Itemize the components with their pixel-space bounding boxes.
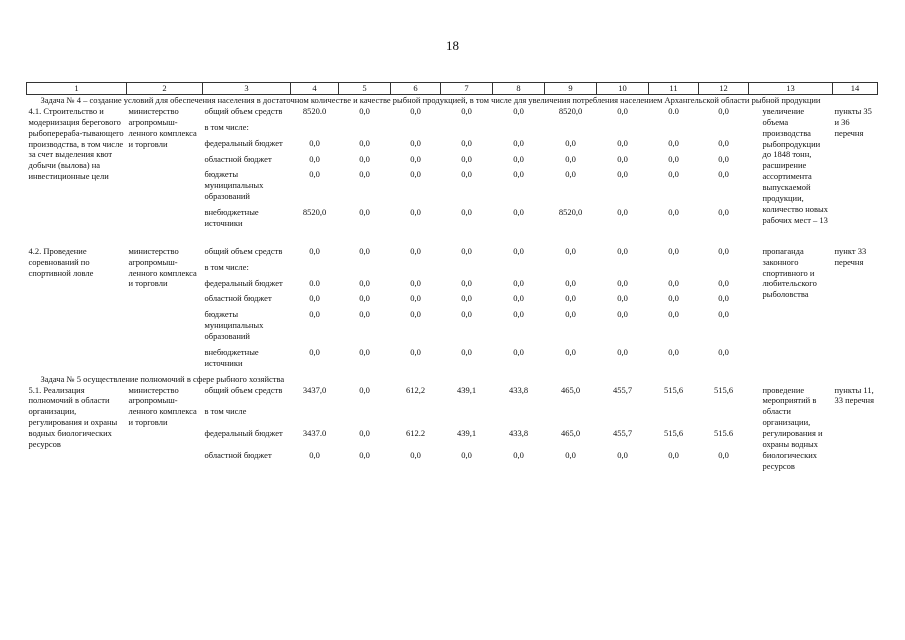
funding-value: 0,0 [461,277,472,288]
funding-value [699,122,749,138]
column-header: 1 [27,83,127,95]
funding-value: 0,0 [513,105,524,116]
funding-value: 0,0 [359,449,370,460]
funding-value [699,262,749,278]
funding-value [441,262,493,278]
funding-value: 0,0 [617,449,628,460]
funding-value: 0,0 [617,105,628,116]
funding-value: 0,0 [359,207,370,217]
funding-value [597,262,649,278]
funding-value: 515,6 [713,384,734,395]
funding-value: 0,0 [513,169,524,180]
funding-value: 0,0 [565,293,576,304]
funding-value: 0,0 [461,346,472,357]
measure-reference: пункты 35 и 36 перечня [834,105,872,138]
funding-value: 0.0 [309,277,320,288]
funding-value: 0,0 [565,277,576,288]
funding-source: федеральный бюджет [204,277,283,288]
funding-value: 0,0 [461,309,472,320]
funding-value: 0,0 [565,309,576,320]
measure-reference: пункт 33 перечня [834,245,867,267]
funding-value: 0,0 [718,293,729,304]
funding-value: 0,0 [513,137,524,148]
column-header: 13 [749,83,833,95]
table-row [27,246,878,262]
measure-result: пропаганда законного спортивного и любительского рыболовства [762,245,817,300]
funding-value: 465,0 [560,384,581,395]
funding-value [545,406,597,428]
funding-value: 0,0 [513,245,524,256]
funding-value: 0,0 [410,169,421,180]
funding-value: 0,0 [617,207,628,217]
funding-value [291,122,339,138]
task-heading: Задача № 4 – создание условий для обеспечения населения в достаточном количестве и качестве рыбной продукцией, в том числе для увеличения потребления населением Архангельской области рыбной продукции [40,95,821,105]
funding-value: 0,0 [309,346,320,357]
funding-value: 0,0 [668,169,679,180]
funding-value: 0,0 [668,346,679,357]
funding-value [441,122,493,138]
measure-result: проведение мероприятий в области организации, регулирования и охраны водных биологических ресурсов [762,384,823,471]
measure-name: 4.2. Проведение соревнований по спортивной ловле [28,245,94,278]
funding-value: 0,0 [359,245,370,256]
funding-source: общий объем средств [204,245,283,256]
column-header-row [27,83,878,95]
funding-value: 0,0 [410,137,421,148]
funding-value [441,406,493,428]
funding-value: 0,0 [513,309,524,320]
funding-value [391,262,441,278]
funding-source: областной бюджет [204,449,272,460]
funding-value: 0,0 [410,346,421,357]
column-header: 9 [545,83,597,95]
funding-value: 0,0 [309,309,320,320]
funding-value: 0,0 [359,169,370,180]
funding-value: 0,0 [718,207,729,217]
funding-value: 0,0 [718,105,729,116]
funding-source: федеральный бюджет [204,428,283,438]
measure-executor: министерство агропромыш-ленного комплекса и торговли [128,105,197,149]
table-row [27,385,878,407]
funding-value: 515.6 [713,428,734,438]
funding-value: 0,0 [513,153,524,164]
funding-value: 0,0 [668,309,679,320]
funding-value: 0,0 [359,428,370,438]
funding-value [493,262,545,278]
funding-value: 0,0 [461,293,472,304]
funding-value: 0.0 [668,105,679,116]
funding-value: 515,6 [663,384,684,395]
funding-value: 0,0 [309,293,320,304]
funding-value: 0,0 [718,277,729,288]
funding-value [339,122,391,138]
funding-source: в том числе: [204,261,249,272]
funding-value: 0,0 [513,346,524,357]
funding-value [597,122,649,138]
funding-source: внебюджетные источники [204,346,259,368]
funding-value: 433,8 [508,384,529,395]
funding-value [699,406,749,428]
funding-source: бюджеты муниципальных образований [204,169,264,202]
funding-value: 0,0 [617,153,628,164]
measure-name: 5.1. Реализация полномочий в области организации, регулирования и охраны водных биологических ресурсов [28,384,118,449]
column-header: 6 [391,83,441,95]
column-header: 2 [127,83,203,95]
column-header: 14 [833,83,878,95]
funding-value: 465,0 [560,428,581,438]
funding-value: 0,0 [513,449,524,460]
funding-value [493,406,545,428]
funding-value: 0,0 [461,153,472,164]
funding-value: 0,0 [718,245,729,256]
funding-value: 8520,0 [558,105,583,116]
funding-value [391,406,441,428]
funding-value: 0,0 [410,293,421,304]
funding-value: 0,0 [565,346,576,357]
funding-value: 0,0 [668,293,679,304]
column-header: 8 [493,83,545,95]
funding-value: 0,0 [359,137,370,148]
funding-value: 0,0 [617,169,628,180]
funding-value: 0,0 [617,346,628,357]
funding-value: 455,7 [612,428,633,438]
funding-value [649,262,699,278]
funding-value: 612.2 [405,428,426,438]
funding-value [391,122,441,138]
funding-value [291,262,339,278]
funding-source: федеральный бюджет [204,137,283,148]
funding-value: 0,0 [309,153,320,164]
funding-value [339,262,391,278]
funding-source: в том числе [204,406,247,417]
funding-value: 0,0 [565,153,576,164]
funding-value: 0,0 [410,153,421,164]
funding-value: 0,0 [565,449,576,460]
funding-value: 0,0 [668,245,679,256]
funding-value [493,122,545,138]
page-number: 18 [446,38,459,53]
column-header: 5 [339,83,391,95]
funding-value: 0,0 [718,449,729,460]
funding-value: 3437,0 [302,384,327,395]
funding-value: 0,0 [668,207,679,217]
funding-value: 0,0 [668,277,679,288]
funding-value: 0,0 [461,207,472,217]
measure-name: 4.1. Строительство и модернизация берегового рыбоперераба-тывающего производства, в том числе за счет выделения квот добычи (вылова) на инвестиционные цели [28,105,124,182]
funding-value: 0,0 [718,137,729,148]
funding-value [545,262,597,278]
funding-source: внебюджетные источники [204,207,259,228]
funding-value [339,406,391,428]
funding-value: 8520,0 [558,207,583,217]
column-header: 11 [649,83,699,95]
funding-value: 0,0 [359,309,370,320]
column-header: 10 [597,83,649,95]
program-table [26,82,878,472]
funding-value: 439,1 [456,384,477,395]
funding-value: 455,7 [612,384,633,395]
funding-value: 0,0 [359,153,370,164]
funding-value: 8520.0 [302,105,327,116]
funding-value: 0,0 [410,207,421,217]
spacer-row [27,234,878,246]
funding-value: 0,0 [461,245,472,256]
funding-value: 3437.0 [302,428,327,438]
funding-value [291,406,339,428]
funding-value: 0,0 [461,169,472,180]
measure-executor: министерство агропромыш-ленного комплекса и торговли [128,245,197,289]
task-row [27,374,878,385]
funding-value: 0,0 [565,137,576,148]
funding-value: 0,0 [718,309,729,320]
funding-value: 0,0 [668,153,679,164]
funding-value: 0,0 [461,105,472,116]
funding-value: 0,0 [617,309,628,320]
funding-value: 0,0 [359,384,370,395]
task-row [27,95,878,106]
funding-value: 0,0 [359,346,370,357]
funding-value: 0,0 [718,169,729,180]
funding-value: 8520,0 [302,207,327,217]
funding-source: в том числе: [204,121,249,132]
task-heading: Задача № 5 осуществление полномочий в сфере рыбного хозяйства [40,373,285,384]
funding-value: 0,0 [309,245,320,256]
funding-value: 0,0 [718,346,729,357]
funding-value: 0,0 [359,105,370,116]
funding-value: 0,0 [617,245,628,256]
funding-value: 0,0 [410,449,421,460]
funding-value: 0,0 [617,277,628,288]
funding-source: бюджеты муниципальных образований [204,309,264,341]
funding-value [545,122,597,138]
funding-value: 0,0 [668,449,679,460]
measure-result: увеличение объема производства рыбопродукции до 1848 тонн, расширение ассортимента выпускаемой продукции, количество новых рабочих мест – 13 [762,105,828,225]
funding-value: 0,0 [410,105,421,116]
funding-value: 0,0 [359,277,370,288]
funding-source: общий объем средств [204,105,283,116]
column-header: 7 [441,83,493,95]
funding-value: 0,0 [410,309,421,320]
funding-value: 0,0 [461,449,472,460]
funding-value: 0,0 [309,169,320,180]
funding-value: 515,6 [663,428,684,438]
funding-value: 0,0 [513,207,524,217]
funding-value: 0,0 [617,293,628,304]
table-row [27,106,878,122]
funding-source: областной бюджет [204,153,272,164]
funding-value [649,122,699,138]
measure-executor: министерство агропромыш-ленного комплекса и торговли [128,384,197,428]
funding-value: 0,0 [461,137,472,148]
funding-value: 0,0 [617,137,628,148]
funding-value: 0,0 [565,245,576,256]
funding-value: 439,1 [456,428,477,438]
column-header: 12 [699,83,749,95]
funding-value: 0,0 [513,293,524,304]
funding-value: 0,0 [309,449,320,460]
funding-value: 433,8 [508,428,529,438]
funding-value: 0,0 [410,245,421,256]
funding-value: 0,0 [718,153,729,164]
funding-value: 0,0 [668,137,679,148]
funding-value: 0,0 [359,293,370,304]
column-header: 3 [203,83,291,95]
funding-value [649,406,699,428]
funding-source: общий объем средств [204,384,283,395]
funding-value: 612,2 [405,384,426,395]
funding-value: 0,0 [309,137,320,148]
column-header: 4 [291,83,339,95]
funding-value: 0,0 [565,169,576,180]
funding-value: 0,0 [513,277,524,288]
funding-value [597,406,649,428]
funding-value: 0,0 [410,277,421,288]
funding-source: областной бюджет [204,293,272,304]
measure-reference: пункты 11, 33 перечня [834,384,874,406]
